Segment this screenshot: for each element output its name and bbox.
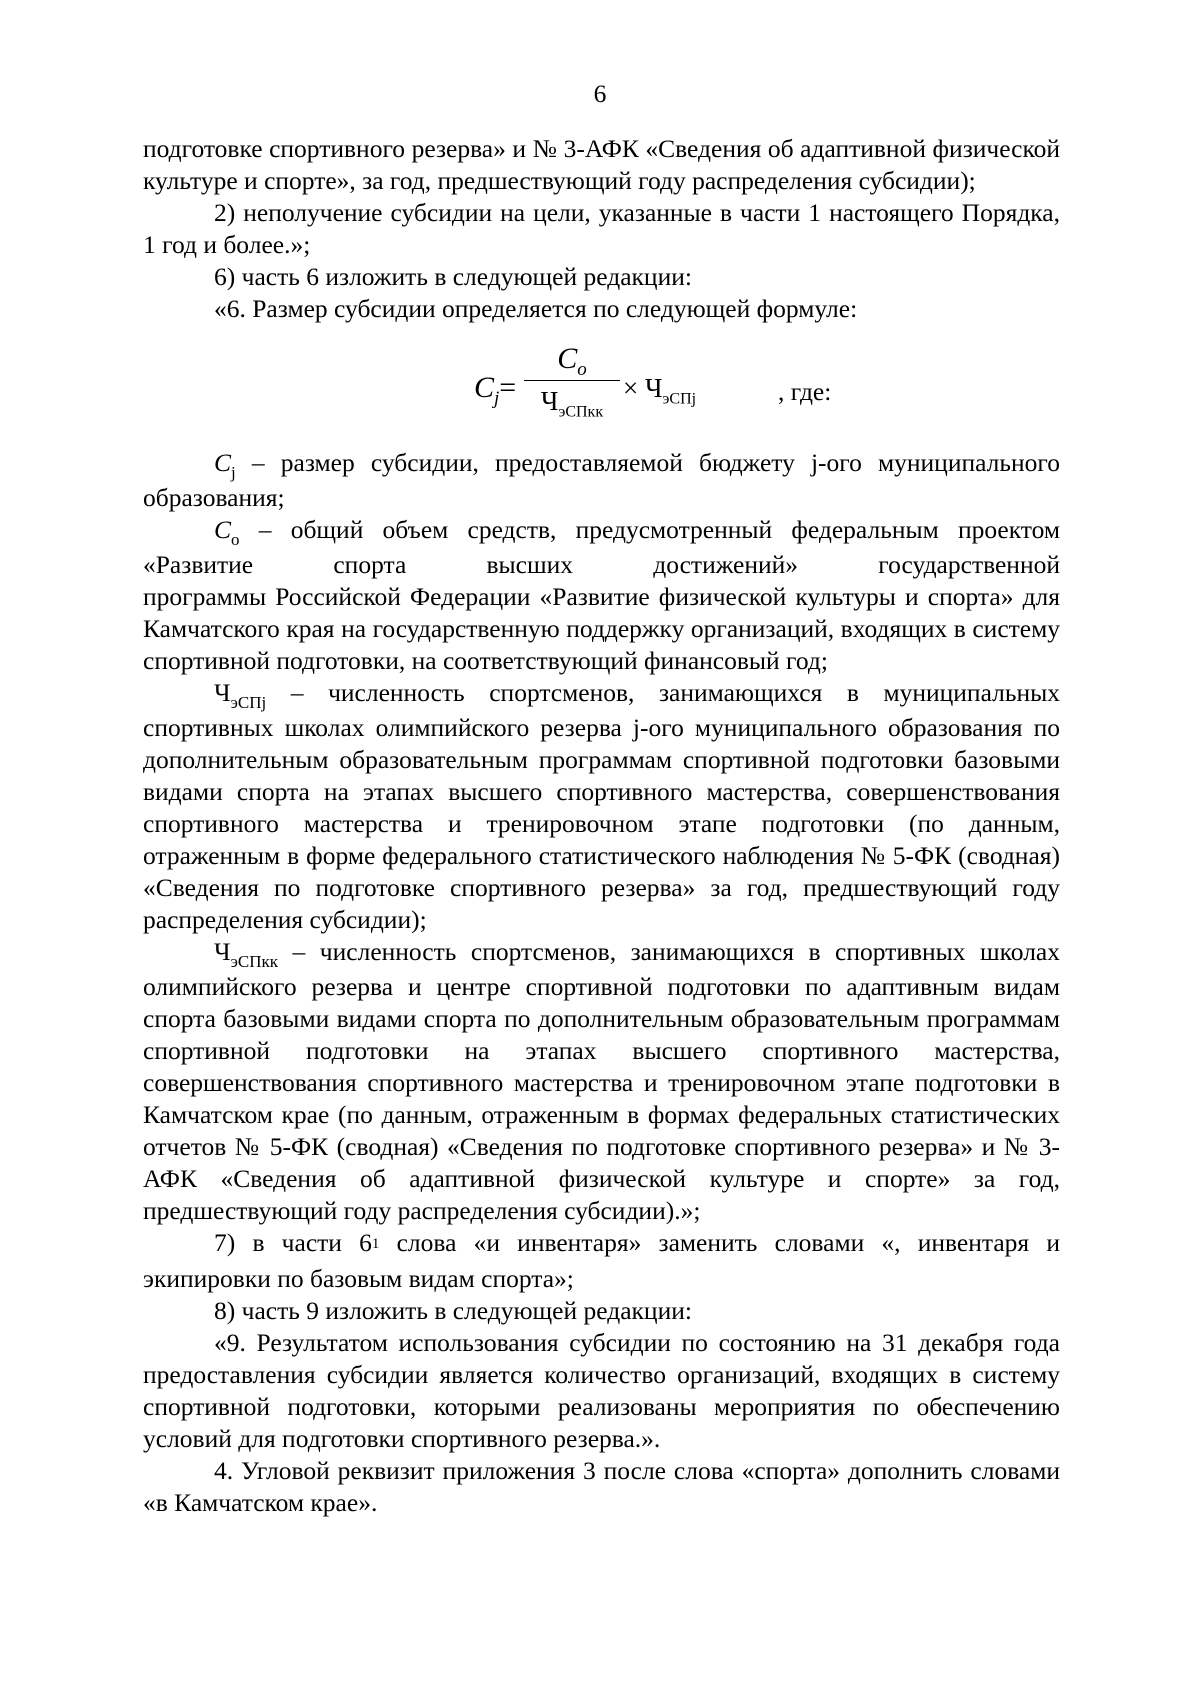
formula-rhs: × $Ч_{эСПj}$ bbox=[623, 373, 697, 408]
definition-ch-espkk: $Ч_{эСПкк}$ – численность спортсменов, занимающихся в спортивных школах олимпийского резерва и центре спортивной подготовки по адаптивным видам спорта базовыми видами спорта по дополнительным образовательным программам спортивной подготовки на этапах высшего спортивного мастерства, совершенствования спортивного мастерства и тренировочном этапе подготовки в Камчатском крае (по данным, отраженным в формах федеральных статистических отчетов № 5-ФК (сводная) «Сведения по подготовке спортивного резерва» и № 3-АФК «Сведения об адаптивной физической культуре и спорте» за год, предшествующий году распределения субсидии).»; bbox=[143, 937, 1060, 1225]
definition-co: $C_o$ – общий объем средств, предусмотренный федеральным проектом «Развитие спорта высших достижений» государственной программы Российской Федерации «Развитие физической культуры и спорта» для Камчатского края на государственную поддержку организаций, входящих в систему спортивной подготовки, на соответствующий финансовый год; bbox=[143, 515, 1060, 675]
paragraph-part-9: «9. Результатом использования субсидии по состоянию на 31 декабря года предоставления субсидии является количество организаций, входящих в систему спортивной подготовки, которыми реализованы мероприятия по обеспечению условий для подготовки спортивного резерва.». bbox=[143, 1328, 1060, 1453]
paragraph-formula-intro: «6. Размер субсидии определяется по следующей формуле: bbox=[214, 294, 858, 323]
definition-ch-espj: $Ч_{эСПj}$ – численность спортсменов, занимающихся в муниципальных спортивных школах олимпийского резерва j-ого муниципального образования по дополнительным образовательным программам спортивной подготовки базовыми видами спорта на этапах высшего спортивного мастерства, совершенствования спортивного мастерства и тренировочном этапе подготовки (по данным, отраженным в форме федерального статистического наблюдения № 5-ФК (сводная) «Сведения по подготовке спортивного резерва» за год, предшествующий году распределения субсидии); bbox=[143, 678, 1060, 934]
page-number: 6 bbox=[593, 79, 607, 108]
formula-lhs: $C_j=$ bbox=[474, 371, 517, 409]
paragraph-item-2: 2) неполучение субсидии на цели, указанные в части 1 настоящего Порядка, 1 год и более.»; bbox=[143, 198, 1060, 259]
formula-where: , где: bbox=[778, 377, 832, 406]
paragraph-item-6: 6) часть 6 изложить в следующей редакции: bbox=[214, 262, 692, 291]
paragraph-item-7: 7) в части $6^1$ слова «и инвентаря» заменить словами «, инвентаря и экипировки по базовым видам спорта»; bbox=[143, 1228, 1060, 1293]
formula-numerator: $C_o$ bbox=[557, 342, 587, 380]
formula-denominator: $Ч_{эСПкк}$ bbox=[540, 386, 604, 421]
formula-fraction bbox=[524, 340, 620, 429]
definition-cj: $C_j$ – размер субсидии, предоставляемой бюджету j-ого муниципального образования; bbox=[143, 448, 1060, 512]
paragraph-item-4: 4. Угловой реквизит приложения 3 после слова «спорта» дополнить словами «в Камчатском крае». bbox=[143, 1456, 1060, 1517]
subsidy-formula bbox=[143, 336, 1060, 441]
paragraph-item-8: 8) часть 9 изложить в следующей редакции: bbox=[214, 1296, 692, 1325]
document-body bbox=[143, 133, 1060, 1519]
paragraph-continuation: подготовке спортивного резерва» и № 3-АФК «Сведения об адаптивной физической культуре и спорте», за год, предшествующий году распределения субсидии); bbox=[143, 134, 1060, 195]
fraction-bar bbox=[524, 380, 620, 381]
